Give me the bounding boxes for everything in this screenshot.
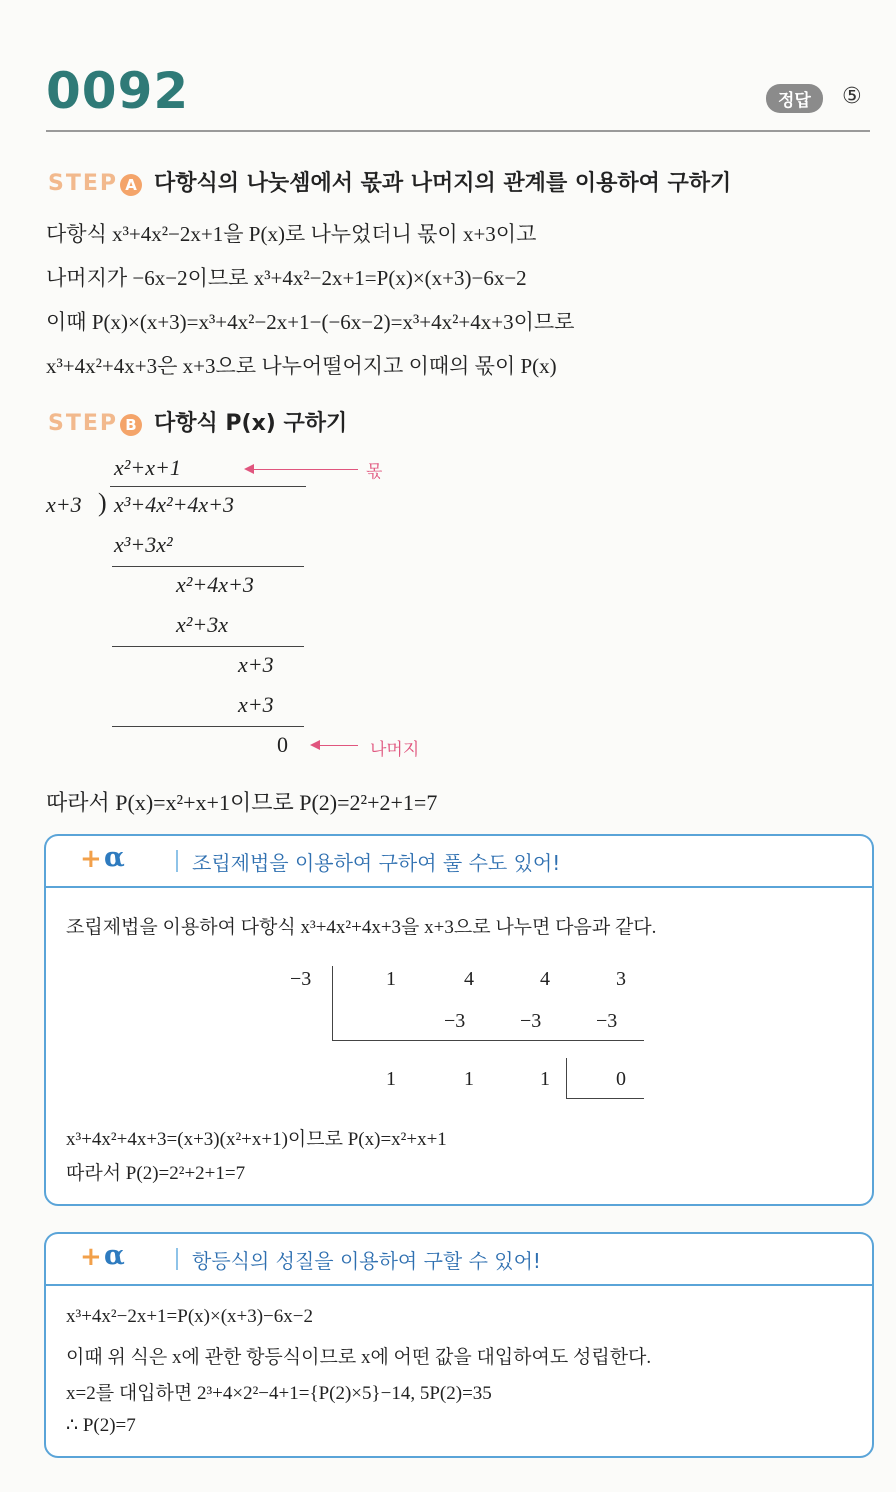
tip-box-2-line-1: x³+4x²−2x+1=P(x)×(x+3)−6x−2 [66, 1306, 313, 1327]
synthetic-result-1: 1 [386, 1068, 396, 1090]
division-row-2: x²+4x+3 [176, 572, 254, 597]
synthetic-result-3: 1 [540, 1068, 550, 1090]
step-b-tag: STEP B [48, 411, 142, 436]
quotient-arrow-line [252, 469, 358, 470]
remainder-arrow-line [318, 745, 358, 746]
division-bracket: ) [98, 488, 107, 517]
problem-number: 0092 [46, 62, 190, 120]
step-a-badge-icon: A [120, 174, 142, 196]
synthetic-remainder-bar [566, 1058, 567, 1098]
division-row-1: x³+3x² [114, 532, 173, 557]
tip-box-1-line-2: 따라서 P(2)=2²+2+1=7 [66, 1163, 246, 1184]
answer-value: ⑤ [842, 84, 862, 109]
tip-box-2-title: 항등식의 성질을 이용하여 구할 수 있어! [192, 1249, 541, 1273]
plus-icon: + [80, 1242, 102, 1272]
plus-icon: + [80, 844, 102, 874]
tip-box-1-header [44, 834, 874, 886]
tip-box-1-intro: 조립제법을 이용하여 다항식 x³+4x²+4x+3을 x+3으로 나누면 다음과 같다. [66, 917, 657, 938]
division-rule-2 [112, 646, 304, 647]
division-dividend: x³+4x²+4x+3 [114, 492, 235, 517]
division-rule-1 [112, 566, 304, 567]
synthetic-remainder-underline [566, 1098, 644, 1099]
step-a-line-3: 이때 P(x)×(x+3)=x³+4x²−2x+1−(−6x−2)=x³+4x²+4x+3이므로 [46, 310, 575, 334]
synthetic-mid-1: −3 [444, 1010, 466, 1032]
step-a-tag: STEP A [48, 171, 142, 196]
step-a-title: 다항식의 나눗셈에서 몫과 나머지의 관계를 이용하여 구하기 [154, 171, 732, 196]
division-row-3: x²+3x [176, 612, 228, 637]
step-a-heading [48, 166, 731, 197]
quotient-label: 몫 [366, 462, 383, 482]
alpha-icon: α [104, 842, 125, 873]
step-b-heading [48, 406, 347, 437]
tip-box-1-line-1: x³+4x²+4x+3=(x+3)(x²+x+1)이므로 P(x)=x²+x+1 [66, 1129, 447, 1150]
step-a-line-2: 나머지가 −6x−2이므로 x³+4x²−2x+1=P(x)×(x+3)−6x−2 [46, 266, 527, 290]
synthetic-coef-3: 4 [540, 968, 550, 990]
conclusion-line: 따라서 P(x)=x²+x+1이므로 P(2)=2²+2+1=7 [46, 790, 438, 815]
synthetic-result-2: 1 [464, 1068, 474, 1090]
step-a-line-1: 다항식 x³+4x²−2x+1을 P(x)로 나누었더니 몫이 x+3이고 [46, 222, 537, 246]
alpha-icon: α [104, 1240, 125, 1271]
division-row-4: x+3 [238, 652, 274, 677]
synthetic-vertical-bar [332, 966, 333, 1040]
step-a-line-4: x³+4x²+4x+3은 x+3으로 나누어떨어지고 이때의 몫이 P(x) [46, 354, 557, 378]
division-bar [110, 486, 306, 487]
answer-badge: 정답 [766, 84, 823, 113]
division-remainder: 0 [277, 732, 288, 757]
title-bar [176, 850, 178, 872]
tip-box-2-header [44, 1232, 874, 1284]
synthetic-mid-3: −3 [596, 1010, 618, 1032]
synthetic-coef-2: 4 [464, 968, 474, 990]
title-bar [176, 1248, 178, 1270]
step-b-title: 다항식 P(x) 구하기 [154, 411, 348, 436]
division-divisor: x+3 [46, 492, 82, 517]
step-b-badge-icon: B [120, 414, 142, 436]
synthetic-coef-4: 3 [616, 968, 626, 990]
synthetic-horizontal-bar [332, 1040, 644, 1041]
synthetic-mid-2: −3 [520, 1010, 542, 1032]
synthetic-coef-1: 1 [386, 968, 396, 990]
tip-box-1-body [44, 886, 874, 1206]
tip-box-1-title: 조립제법을 이용하여 구하여 풀 수도 있어! [192, 851, 561, 875]
division-quotient: x²+x+1 [114, 455, 181, 480]
tip-box-2-line-4: ∴ P(2)=7 [66, 1415, 136, 1436]
header-divider [46, 130, 870, 132]
tip-box-2-line-3: x=2를 대입하면 2³+4×2²−4+1={P(2)×5}−14, 5P(2)=35 [66, 1383, 492, 1404]
tip-box-2-body [44, 1284, 874, 1458]
division-rule-3 [112, 726, 304, 727]
remainder-label: 나머지 [370, 740, 420, 760]
synthetic-result-4: 0 [616, 1068, 626, 1090]
tip-box-2-line-2: 이때 위 식은 x에 관한 항등식이므로 x에 어떤 값을 대입하여도 성립한다. [66, 1347, 652, 1368]
division-row-5: x+3 [238, 692, 274, 717]
synthetic-divisor: −3 [290, 968, 312, 990]
